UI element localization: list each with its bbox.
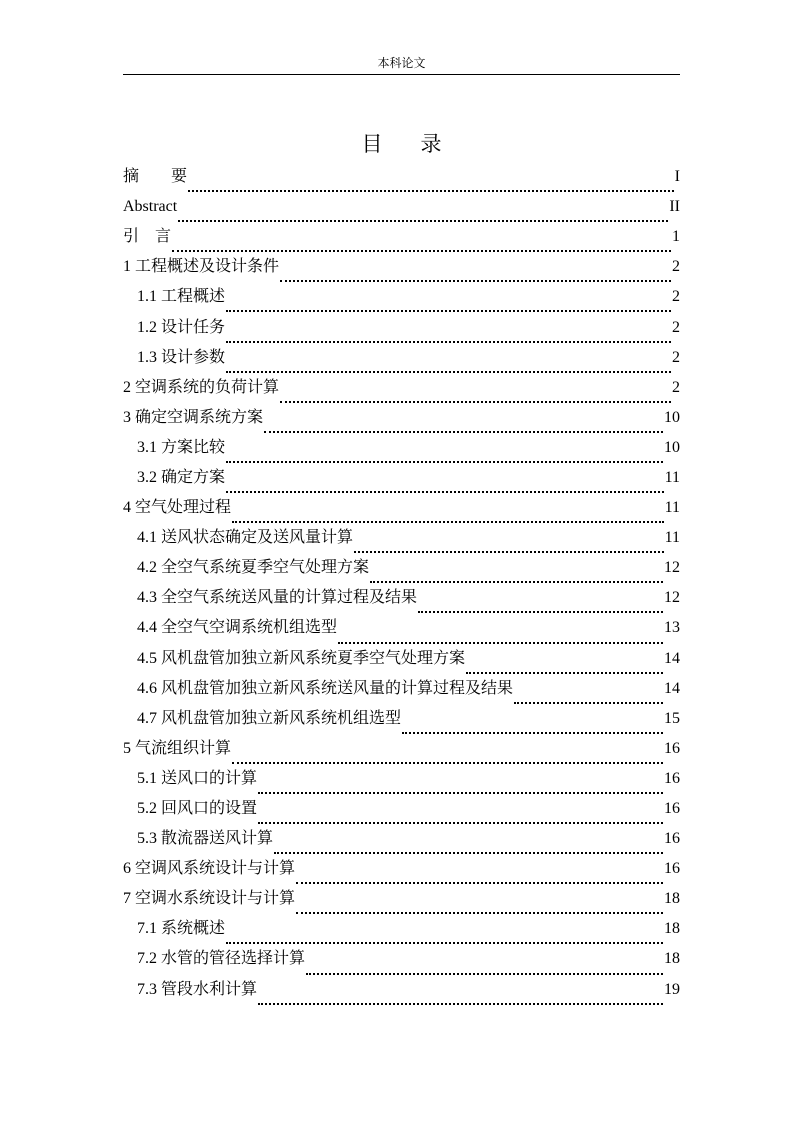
toc-entry[interactable]	[123, 764, 680, 794]
toc-entry[interactable]	[123, 734, 680, 764]
toc-entry[interactable]	[123, 222, 680, 252]
toc-entry[interactable]	[123, 403, 680, 433]
toc-dot-leader	[402, 727, 663, 734]
toc-entry-page-number: 16	[664, 830, 680, 848]
toc-entry[interactable]	[123, 463, 680, 493]
toc-entry-label: 摘 要	[123, 168, 188, 186]
toc-dot-leader	[280, 396, 671, 403]
toc-entry-page-number: 19	[664, 980, 680, 998]
toc-entry[interactable]	[123, 794, 680, 824]
toc-entry-label: 1 工程概述及设计条件	[123, 258, 280, 276]
toc-entry-page-number: II	[669, 198, 680, 216]
toc-dot-leader	[274, 847, 663, 854]
toc-entry-label: 7.3 管段水利计算	[137, 980, 258, 998]
toc-entry-label: 1.1 工程概述	[137, 288, 226, 306]
toc-entry-page-number: 16	[664, 769, 680, 787]
toc-entry-label: 4.3 全空气系统送风量的计算过程及结果	[137, 589, 418, 607]
toc-dot-leader	[226, 336, 671, 343]
toc-dot-leader	[370, 576, 663, 583]
toc-dot-leader	[306, 968, 663, 975]
header-rule	[123, 74, 680, 75]
toc-entry-label: 4.5 风机盘管加独立新风系统夏季空气处理方案	[137, 649, 466, 667]
toc-entry-page-number: 16	[664, 800, 680, 818]
toc-entry-page-number: 11	[664, 468, 680, 486]
toc-dot-leader	[226, 456, 663, 463]
toc-entry[interactable]	[123, 493, 680, 523]
toc-entry-label: 3.1 方案比较	[137, 438, 226, 456]
toc-entry-label: 5.3 散流器送风计算	[137, 830, 274, 848]
toc-entry[interactable]	[123, 704, 680, 734]
toc-dot-leader	[418, 606, 663, 613]
toc-dot-leader	[258, 787, 663, 794]
toc-entry-page-number: 18	[664, 950, 680, 968]
toc-entry-label: 7.2 水管的管径选择计算	[137, 950, 306, 968]
toc-dot-leader	[264, 426, 663, 433]
toc-entry-page-number: 12	[664, 589, 680, 607]
toc-entry[interactable]	[123, 252, 680, 282]
toc-entry-label: 4 空气处理过程	[123, 499, 232, 517]
toc-entry-label: 6 空调风系统设计与计算	[123, 860, 296, 878]
toc-dot-leader	[466, 667, 663, 674]
toc-entry-page-number: 12	[664, 559, 680, 577]
toc-entry[interactable]	[123, 583, 680, 613]
toc-entry-label: 4.6 风机盘管加独立新风系统送风量的计算过程及结果	[137, 679, 514, 697]
toc-entry[interactable]	[123, 433, 680, 463]
table-of-contents	[123, 162, 680, 1005]
toc-entry-page-number: 16	[664, 739, 680, 757]
toc-entry[interactable]	[123, 674, 680, 704]
toc-dot-leader	[232, 516, 664, 523]
toc-entry[interactable]	[123, 373, 680, 403]
toc-dot-leader	[296, 907, 663, 914]
toc-entry-label: 4.7 风机盘管加独立新风系统机组选型	[137, 709, 402, 727]
toc-entry-label: 引 言	[123, 228, 172, 246]
toc-entry[interactable]	[123, 884, 680, 914]
toc-entry-label: 4.1 送风状态确定及送风量计算	[137, 529, 354, 547]
toc-entry-page-number: 1	[672, 228, 680, 246]
toc-entry-page-number: 18	[664, 890, 680, 908]
toc-entry-page-number: 15	[664, 709, 680, 727]
toc-entry-page-number: 2	[672, 288, 680, 306]
toc-entry-page-number: I	[674, 168, 680, 186]
toc-entry[interactable]	[123, 613, 680, 643]
toc-entry[interactable]	[123, 644, 680, 674]
toc-dot-leader	[178, 215, 668, 222]
toc-dot-leader	[188, 185, 674, 192]
toc-entry-page-number: 2	[672, 378, 680, 396]
toc-entry-page-number: 14	[664, 679, 680, 697]
toc-entry-label: 7.1 系统概述	[137, 920, 226, 938]
toc-entry[interactable]	[123, 162, 680, 192]
toc-entry[interactable]	[123, 854, 680, 884]
toc-entry-page-number: 13	[664, 619, 680, 637]
toc-entry[interactable]	[123, 282, 680, 312]
toc-entry-page-number: 2	[672, 258, 680, 276]
toc-entry-label: 2 空调系统的负荷计算	[123, 378, 280, 396]
toc-dot-leader	[232, 757, 663, 764]
toc-dot-leader	[226, 937, 663, 944]
toc-entry-label: 5.2 回风口的设置	[137, 800, 258, 818]
toc-entry[interactable]	[123, 553, 680, 583]
toc-entry-label: 1.2 设计任务	[137, 318, 226, 336]
toc-entry[interactable]	[123, 975, 680, 1005]
toc-entry-page-number: 2	[672, 348, 680, 366]
page-header: 本科论文	[377, 56, 426, 70]
toc-entry-page-number: 10	[664, 408, 680, 426]
toc-entry-page-number: 11	[664, 499, 680, 517]
page-title	[123, 130, 680, 158]
title-char-1: 目	[361, 132, 383, 156]
toc-entry-page-number: 16	[664, 860, 680, 878]
toc-entry-label: 1.3 设计参数	[137, 348, 226, 366]
toc-dot-leader	[226, 486, 664, 493]
toc-entry[interactable]	[123, 523, 680, 553]
toc-dot-leader	[258, 817, 663, 824]
toc-entry[interactable]	[123, 944, 680, 974]
toc-entry-label: 4.4 全空气空调系统机组选型	[137, 619, 338, 637]
toc-dot-leader	[338, 637, 663, 644]
toc-dot-leader	[514, 697, 663, 704]
toc-entry[interactable]	[123, 343, 680, 373]
toc-dot-leader	[172, 245, 671, 252]
toc-entry-label: 7 空调水系统设计与计算	[123, 890, 296, 908]
toc-entry[interactable]	[123, 192, 680, 222]
toc-dot-leader	[258, 998, 663, 1005]
toc-dot-leader	[354, 546, 664, 553]
toc-entry-page-number: 10	[664, 438, 680, 456]
toc-entry[interactable]	[123, 312, 680, 342]
toc-entry-page-number: 14	[664, 649, 680, 667]
toc-entry[interactable]	[123, 824, 680, 854]
toc-entry-page-number: 2	[672, 318, 680, 336]
toc-dot-leader	[226, 366, 671, 373]
toc-entry-label: Abstract	[123, 198, 178, 216]
toc-dot-leader	[226, 305, 671, 312]
toc-entry-page-number: 18	[664, 920, 680, 938]
title-char-2: 录	[420, 132, 442, 156]
toc-dot-leader	[280, 275, 671, 282]
toc-entry-label: 5.1 送风口的计算	[137, 769, 258, 787]
toc-entry-label: 3 确定空调系统方案	[123, 408, 264, 426]
toc-entry-label: 4.2 全空气系统夏季空气处理方案	[137, 559, 370, 577]
toc-entry-label: 5 气流组织计算	[123, 739, 232, 757]
toc-dot-leader	[296, 877, 663, 884]
toc-entry-page-number: 11	[664, 529, 680, 547]
toc-entry[interactable]	[123, 914, 680, 944]
toc-entry-label: 3.2 确定方案	[137, 468, 226, 486]
